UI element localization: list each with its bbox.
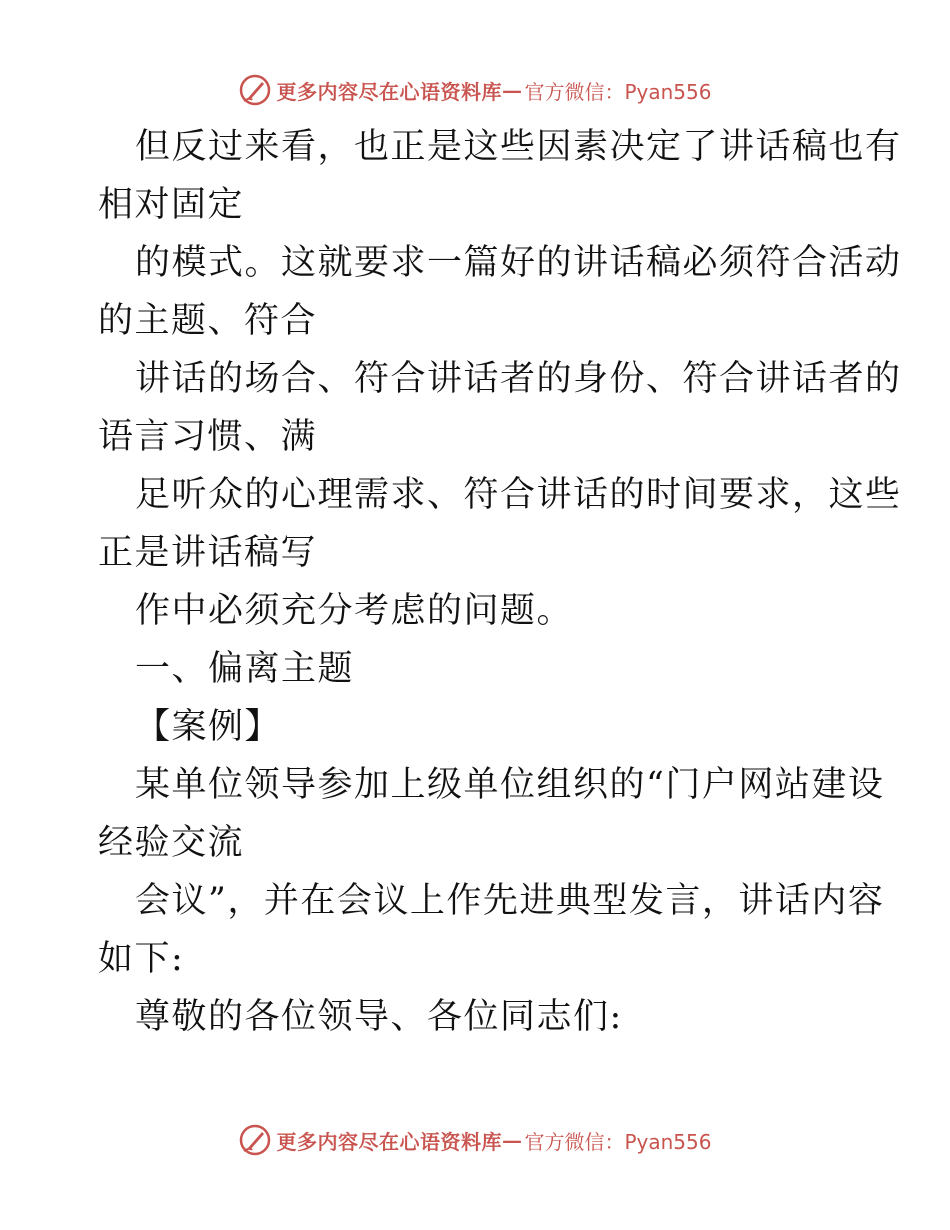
section-heading: 一、偏离主题 <box>135 649 355 689</box>
header-banner <box>0 70 950 110</box>
body-line: 的模式。这就要求一篇好的讲话稿必须符合活动 <box>135 243 902 283</box>
banner-site-text: 更多内容尽在心语资料库 <box>276 79 502 104</box>
banner-dash: — <box>501 1128 523 1152</box>
body-line: 讲话的场合、符合讲话者的身份、符合讲话者的 <box>135 359 902 399</box>
body-line: 某单位领导参加上级单位组织的“门户网站建设 <box>135 765 885 805</box>
banner-site-text: 更多内容尽在心语资料库 <box>276 1129 502 1154</box>
document-body <box>98 118 902 1046</box>
salutation-line: 尊敬的各位领导、各位同志们: <box>135 997 623 1037</box>
body-line: 的主题、符合 <box>98 301 318 341</box>
body-line: 经验交流 <box>98 823 245 863</box>
body-line: 作中必须充分考虑的问题。 <box>135 591 574 631</box>
body-line: 但反过来看，也正是这些因素决定了讲话稿也有 <box>135 127 902 167</box>
banner-dash: — <box>501 78 523 102</box>
body-line: 如下: <box>98 939 185 979</box>
body-line: 会议”，并在会议上作先进典型发言，讲话内容 <box>135 881 885 921</box>
body-line: 语言习惯、满 <box>98 417 318 457</box>
banner-contact-text: 官方微信：Pyan556 <box>524 1129 712 1154</box>
quill-pen-logo-icon <box>238 1123 272 1157</box>
case-label: 【案例】 <box>135 707 282 747</box>
quill-pen-logo-icon <box>238 73 272 107</box>
body-line: 正是讲话稿写 <box>98 533 318 573</box>
banner-contact-text: 官方微信：Pyan556 <box>524 79 712 104</box>
body-line: 足听众的心理需求、符合讲话的时间要求，这些 <box>135 475 902 515</box>
footer-banner <box>0 1120 950 1160</box>
body-line: 相对固定 <box>98 185 245 225</box>
